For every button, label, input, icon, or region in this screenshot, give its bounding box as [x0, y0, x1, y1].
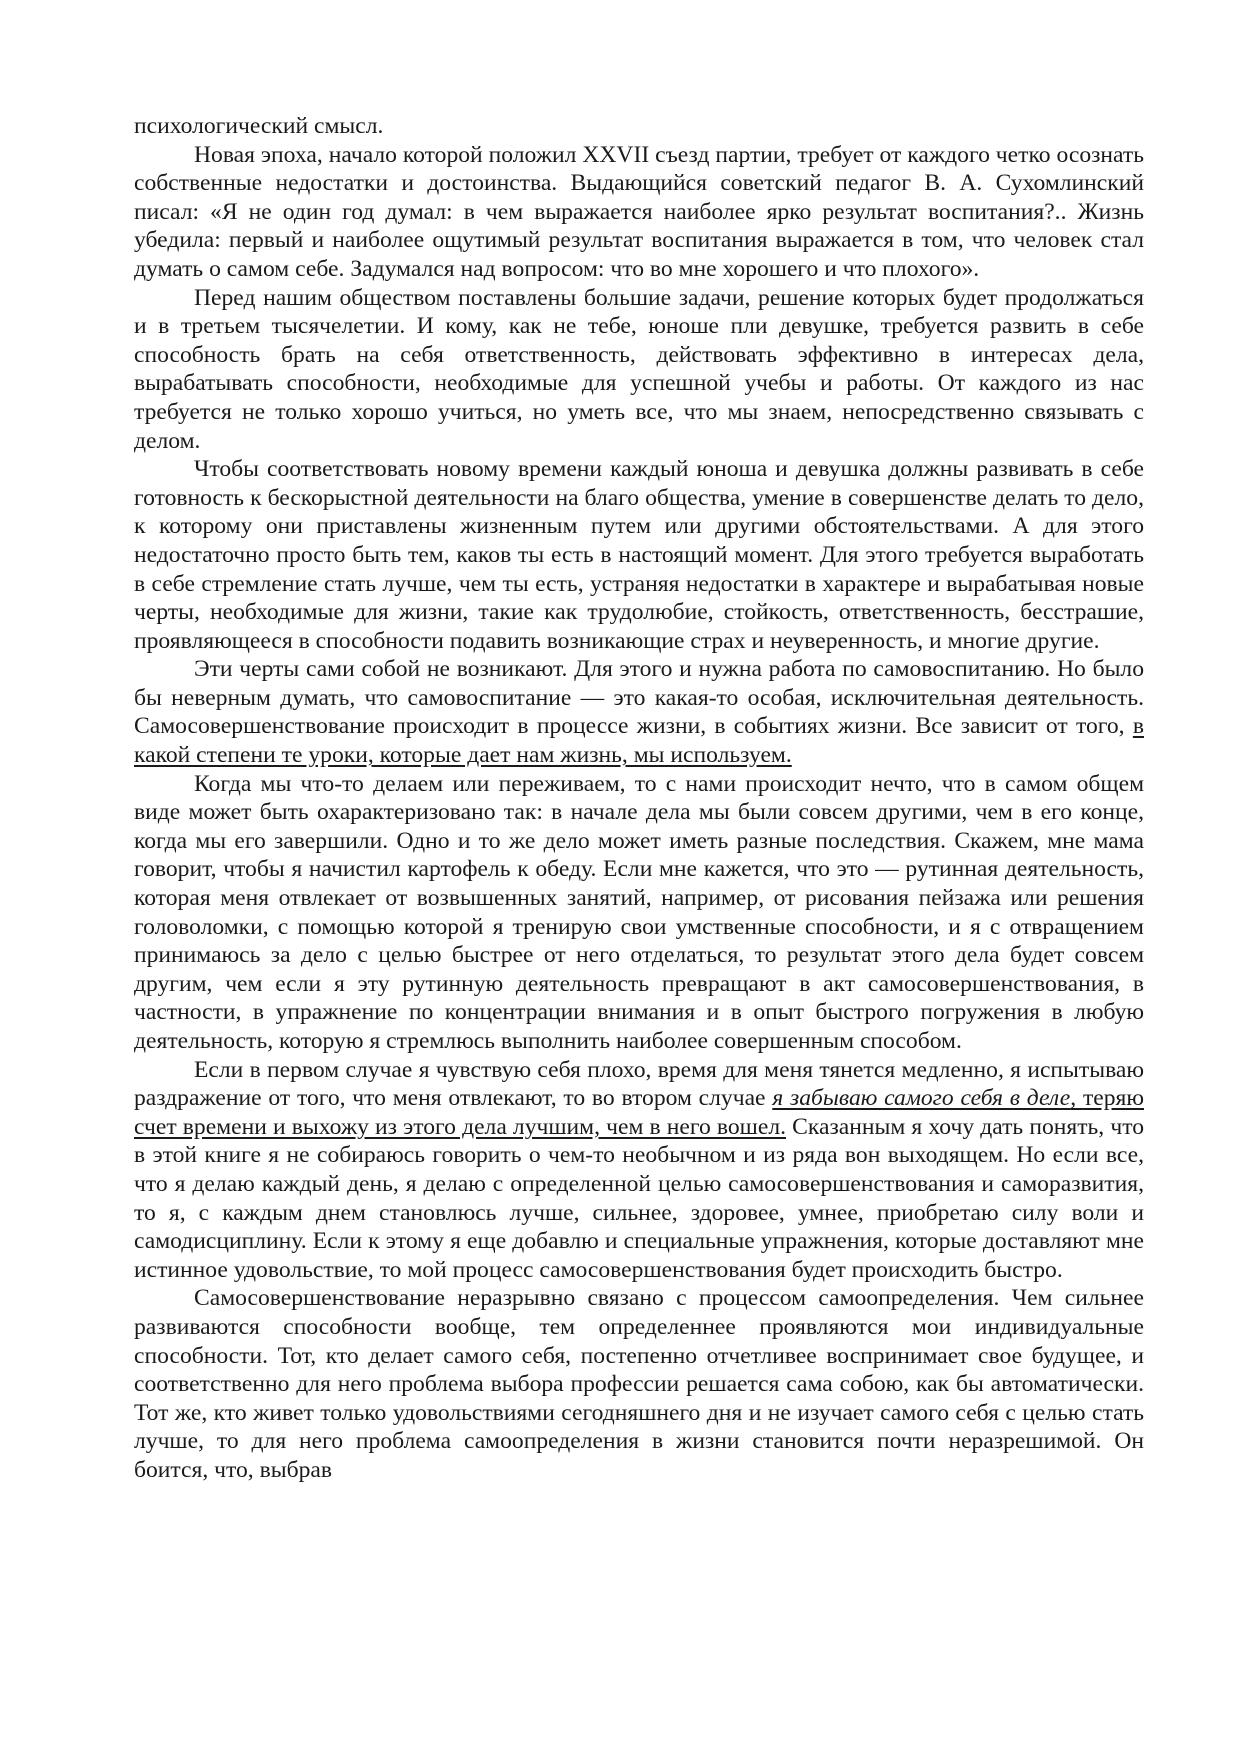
paragraph-4: [134, 455, 1144, 655]
paragraph-2: [134, 141, 1144, 284]
paragraph-3: [134, 284, 1144, 456]
paragraph-text: Чтобы соответствовать новому времени каждый юноша и девушка должны развивать в себе готовность к бескорыстной деятельности на благо общества, умение в совершенстве делать то дело, к которому они приставлены жизненным путем или другими обстоятельствами. А для этого недостаточно просто быть тем, каков ты есть в настоящий момент. Для этого требуется выработать в себе стремление стать лучше, чем ты есть, устраняя недостатки в характере и вырабатывая новые черты, необходимые для жизни, такие как трудолюбие, стойкость, ответственность, бесстрашие, проявляющееся в способности подавить возникающие страх и неуверенность, и многие другие.: [134, 456, 1144, 654]
document-page: [134, 112, 1144, 1672]
paragraph-7: [134, 1056, 1144, 1285]
underlined-comma: ,: [1070, 1085, 1083, 1112]
paragraph-text: Эти черты сами собой не возникают. Для этого и нужна работа по самовоспитанию. Но было бы неверным думать, что самовоспитание — это какая-то особая, исключительная деятельность. Самосовершенствование происходит в процессе жизни, в событиях жизни. Все зависит от того,: [134, 656, 1144, 740]
paragraph-text: психологический смысл.: [134, 113, 384, 139]
paragraph-text: Если в первом случае я чувствую себя плохо, время для меня тянется медленно, я испытываю раздражение от того, что меня отвлекают, то во втором случае: [134, 1056, 1144, 1112]
underlined-phrase: теряю счет времени и выхожу из этого дела лучшим, чем в него вошел.: [134, 1085, 1144, 1140]
underlined-phrase: в какой степени те уроки, которые дает нам жизнь, мы используем.: [134, 713, 1144, 769]
paragraph-1: [134, 112, 1144, 141]
paragraph-text: Новая эпоха, начало которой положил XXVII съезд партии, требует от каждого четко осознать собственные недостатки и достоинства. Выдающийся советский педагог В. А. Сухомлинский писал: «Я не один год думал: в чем выражается наиболее ярко результат воспитания?.. Жизнь убедила: первый и наиболее ощутимый результат воспитания выражается в том, что человек стал думать о самом себе. Задумался над вопросом: что во мне хорошего и что плохого».: [134, 141, 1144, 282]
paragraph-text: Сказанным я хочу дать понять, что в этой книге я не собираюсь говорить о чем-то необычном и из ряда вон выходящем. Но если все, что я делаю каждый день, я делаю с определенной целью самосовершенствования и саморазвития, то я, с каждым днем становлюсь лучше, сильнее, здоровее, умнее, приобретаю силу воли и самодисциплину. Если к этому я еще добавлю и специальные упражнения, которые доставляют мне истинное удовольствие, то мой процесс самосовершенствования будет происходить быстро.: [134, 1113, 1144, 1283]
underlined-italic-phrase: я забываю самого себя в деле: [772, 1085, 1071, 1112]
paragraph-text: Перед нашим обществом поставлены большие задачи, решение которых будет продолжаться и в третьем тысячелетии. И кому, как не тебе, юноше пли девушке, требуется развить в себе способность брать на себя ответственность, действовать эффективно в интересах дела, вырабатывать способности, необходимые для успешной учебы и работы. От каждого из нас требуется не только хорошо учиться, но уметь все, что мы знаем, непосредственно связывать с делом.: [134, 284, 1144, 454]
paragraph-8: [134, 1284, 1144, 1484]
paragraph-text: Когда мы что-то делаем или переживаем, то с нами происходит нечто, что в самом общем виде может быть охарактеризовано так: в начале дела мы были совсем другими, чем в его конце, когда мы его завершили. Одно и то же дело может иметь разные последствия. Скажем, мне мама говорит, чтобы я начистил картофель к обеду. Если мне кажется, что это — рутинная деятельность, которая меня отвлекает от возвышенных занятий, например, от рисования пейзажа или решения головоломки, с помощью которой я тренирую свои умственные способности, и я с отвращением принимаюсь за дело с целью быстрее от него отделаться, то результат этого дела будет совсем другим, чем если я эту рутинную деятельность превращают в акт самосовершенствования, в частности, в упражнение по концентрации внимания и в опыт быстрого погружения в любую деятельность, которую я стремлюсь выполнить наиболее совершенным способом.: [134, 770, 1144, 1054]
paragraph-text: Самосовершенствование неразрывно связано с процессом самоопределения. Чем сильнее развиваются способности вообще, тем определеннее проявляются мои индивидуальные способности. Тот, кто делает самого себя, постепенно отчетливее воспринимает свое будущее, и соответственно для него проблема выбора профессии решается сама собою, как бы автоматически. Тот же, кто живет только удовольствиями сегодняшнего дня и не изучает самого себя с целью стать лучше, то для него проблема самоопределения в жизни становится почти неразрешимой. Он боится, что, выбрав: [134, 1285, 1144, 1483]
paragraph-5: [134, 655, 1144, 769]
paragraph-6: [134, 770, 1144, 1056]
